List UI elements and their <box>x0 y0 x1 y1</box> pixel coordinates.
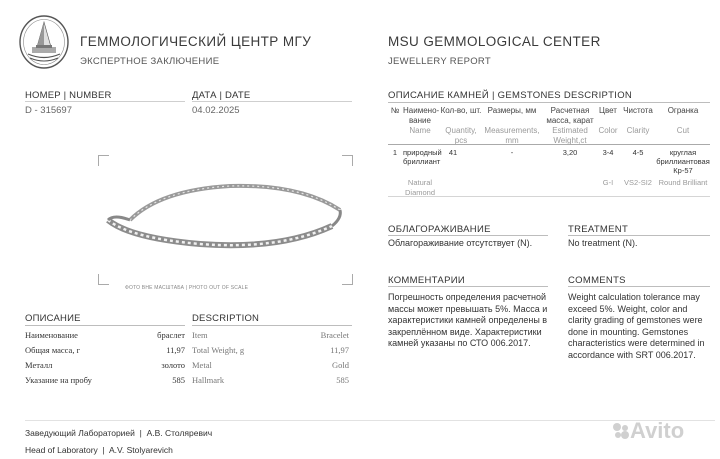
col-qty: Кол-во, шт. <box>440 106 482 115</box>
comments-title-ru: КОММЕНТАРИИ <box>388 275 465 286</box>
avito-watermark: Avito <box>612 418 684 444</box>
col-name-en: Name <box>409 126 431 135</box>
description-ru <box>25 330 185 390</box>
description-row: Metal Gold <box>192 360 349 370</box>
table-cell: природный бриллиант <box>403 148 442 166</box>
date-value: 04.02.2025 <box>192 105 240 116</box>
table-cell: 3-4 <box>602 148 614 157</box>
subtitle-en: JEWELLERY REPORT <box>388 56 492 67</box>
table-cell: - <box>510 148 514 157</box>
description-row: Общая масса, г 11,97 <box>25 345 185 355</box>
treatment-text-en: No treatment (N). <box>568 238 638 248</box>
comments-text-en: Weight calculation tolerance may exceed 5%. Weight, color and clarity grading of gemstones were done in mounting. Gemstones characteristics were determined in accordance with SRT 006.2017. <box>568 292 705 360</box>
table-cell: G-I <box>602 178 614 187</box>
number-label: НОМЕР | NUMBER <box>25 90 112 101</box>
msu-logo <box>18 14 70 70</box>
description-row: Total Weight, g 11,97 <box>192 345 349 355</box>
photo-caption: ФОТО ВНЕ МАСШТАБА | PHOTO OUT OF SCALE <box>125 285 249 291</box>
treatment-title-ru: ОБЛАГОРАЖИВАНИЕ <box>388 224 491 235</box>
col-cut: Огранка <box>667 106 699 115</box>
bracelet-image <box>100 180 350 265</box>
table-cell: VS2-SI2 <box>624 178 652 187</box>
description-en <box>192 330 349 390</box>
col-color: Цвет <box>599 106 617 115</box>
table-cell: Round Brilliant <box>658 178 708 187</box>
col-no: № <box>390 106 400 115</box>
col-size: Размеры, мм <box>487 106 537 115</box>
description-row: Металл золото <box>25 360 185 370</box>
number-value: D - 315697 <box>25 105 73 116</box>
col-clarity: Чистота <box>623 106 653 115</box>
date-label: ДАТА | DATE <box>192 90 251 101</box>
description-title-en: DESCRIPTION <box>192 313 260 324</box>
comments-title-en: COMMENTS <box>568 275 626 286</box>
table-cell: Natural Diamond <box>404 178 435 197</box>
table-cell: 1 <box>392 148 398 157</box>
treatment-text-ru: Облагораживание отсутствует (N). <box>388 238 533 248</box>
gemstones-title: ОПИСАНИЕ КАМНЕЙ | GEMSTONES DESCRIPTION <box>388 90 633 101</box>
watermark-dots-icon <box>612 420 630 438</box>
description-row: Наименование браслет <box>25 330 185 340</box>
gemstones-table <box>388 106 710 198</box>
col-color-en: Color <box>598 126 618 135</box>
description-row: Указание на пробу 585 <box>25 375 185 385</box>
comments-text-ru: Погрешность определения расчетной массы может превышать 5%. Масса и характеристики камней определены в закреплённом виде. Характеристики камней указаны по СТО 006.2017. <box>388 292 548 348</box>
description-row: Hallmark 585 <box>192 375 349 385</box>
description-row: Item Bracelet <box>192 330 349 340</box>
table-cell: 3,20 <box>562 148 578 157</box>
col-name: Наимено-вание <box>403 106 440 125</box>
table-cell: 41 <box>448 148 458 157</box>
col-size-en: Measurements, mm <box>484 126 540 145</box>
title-en: MSU GEMMOLOGICAL CENTER <box>388 34 601 49</box>
subtitle-ru: ЭКСПЕРТНОЕ ЗАКЛЮЧЕНИЕ <box>80 56 220 67</box>
msu-tower-icon <box>18 14 70 70</box>
col-weight-en: Estimated Weight,ct <box>552 126 588 145</box>
col-cut-en: Cut <box>676 126 690 135</box>
col-clarity-en: Clarity <box>626 126 650 135</box>
table-cell: 4-5 <box>632 148 644 157</box>
description-title-ru: ОПИСАНИЕ <box>25 313 81 324</box>
col-qty-en: Quantity, pcs <box>445 126 477 145</box>
title-ru: ГЕММОЛОГИЧЕСКИЙ ЦЕНТР МГУ <box>80 34 312 49</box>
tennis-bracelet-icon <box>100 180 350 260</box>
col-weight: Расчетная масса, карат <box>546 106 594 125</box>
table-cell: круглая бриллиантовая Кр-57 <box>656 148 710 175</box>
head-en: Head of Laboratory | A.V. Stolyarevich <box>25 445 173 455</box>
treatment-title-en: TREATMENT <box>568 224 629 235</box>
head-ru: Заведующий Лабораторией | А.В. Столяревич <box>25 428 213 438</box>
